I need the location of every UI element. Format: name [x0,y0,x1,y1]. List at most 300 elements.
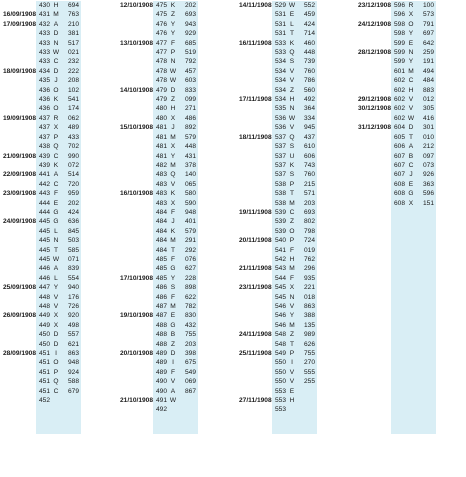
date-cell [2,39,36,48]
number-cell: 478 [153,76,167,85]
number-cell: 484 [153,227,167,236]
value-cell: 202 [179,1,198,10]
table-row [119,123,198,132]
date-cell: 21/10/1908 [120,397,153,405]
date-cell [119,293,153,302]
value-cell: 255 [298,377,317,386]
letter-cell: T [286,340,298,349]
letter-cell: J [50,76,62,85]
value-cell: 830 [179,311,198,320]
date-cell [238,302,272,311]
letter-cell: V [50,293,62,302]
date-cell: 25/09/1908 [3,284,36,292]
table-row [357,302,436,311]
value-cell: 636 [62,217,81,226]
table-row [119,246,198,255]
table-row [119,283,198,292]
table-row [119,227,198,236]
table-row [119,10,198,19]
number-cell: 607 [391,152,405,161]
value-cell: 642 [417,39,436,48]
column-group-november [238,1,317,434]
value-cell [417,274,436,283]
value-cell: 694 [62,1,81,10]
date-cell: 19/09/1908 [3,114,36,122]
number-cell: 489 [153,368,167,377]
number-cell: 548 [272,330,286,339]
number-cell: 534 [272,76,286,85]
value-cell [62,415,81,424]
date-cell: 20/10/1908 [120,350,153,358]
letter-cell: M [286,199,298,208]
table-row [238,114,317,123]
letter-cell: Q [167,170,179,179]
number-cell: 550 [272,358,286,367]
number-cell: 541 [272,246,286,255]
letter-cell [405,405,417,414]
value-cell: 018 [298,293,317,302]
number-cell [391,283,405,292]
date-cell [357,349,391,358]
table-row [119,340,198,349]
letter-cell: Y [405,57,417,66]
date-cell [357,330,391,339]
table-row [119,170,198,179]
date-cell [238,255,272,264]
number-cell: 545 [272,293,286,302]
value-cell [417,208,436,217]
letter-cell [286,424,298,433]
number-cell: 485 [153,264,167,273]
table-row [357,123,436,132]
letter-cell: K [167,189,179,198]
table-row [238,57,317,66]
number-cell: 607 [391,170,405,179]
letter-cell: C [50,180,62,189]
letter-cell: F [286,246,298,255]
value-cell [179,424,198,433]
value-cell: 845 [62,227,81,236]
number-cell: 543 [272,264,286,273]
number-cell: 482 [153,161,167,170]
letter-cell: A [167,387,179,396]
letter-cell: V [286,67,298,76]
number-cell: 545 [272,283,286,292]
date-cell: 12/10/1908 [120,2,153,9]
number-cell: 448 [36,293,50,302]
number-cell: 438 [36,142,50,151]
number-cell [391,293,405,302]
number-cell: 546 [272,302,286,311]
table-row [119,86,198,95]
table-row [119,293,198,302]
table-row [2,283,81,292]
number-cell [391,255,405,264]
number-cell: 483 [153,189,167,198]
value-cell: 432 [179,321,198,330]
value-cell [298,424,317,433]
table-row [119,349,198,358]
letter-cell: M [286,264,298,273]
table-row [119,396,198,405]
date-cell [119,387,153,396]
number-cell: 486 [153,283,167,292]
letter-cell [405,424,417,433]
date-cell [119,161,153,170]
value-cell: 679 [62,387,81,396]
date-cell [119,48,153,57]
number-cell: 602 [391,104,405,113]
table-row [238,133,317,142]
value-cell: 573 [417,10,436,19]
number-cell: 538 [272,189,286,198]
table-row [238,227,317,236]
value-cell: 940 [62,283,81,292]
letter-cell: H [50,1,62,10]
value-cell: 215 [298,180,317,189]
letter-cell: U [286,152,298,161]
value-cell: 378 [179,161,198,170]
date-cell [2,377,36,386]
value-cell: 416 [417,114,436,123]
table-row [119,405,198,414]
table-row [2,246,81,255]
table-row [119,274,198,283]
value-cell [179,415,198,424]
number-cell: 599 [391,39,405,48]
value-cell: 798 [298,227,317,236]
table-row [357,133,436,142]
number-cell: 531 [272,29,286,38]
table-row [119,377,198,386]
table-row [2,396,81,405]
value-cell: 388 [298,311,317,320]
value-cell: 571 [298,189,317,198]
date-cell [2,415,36,424]
letter-cell: V [286,368,298,377]
table-row [119,311,198,320]
letter-cell [405,236,417,245]
table-row [2,405,81,414]
date-cell [238,20,272,29]
value-cell: 210 [62,20,81,29]
date-cell [119,104,153,113]
date-cell [238,10,272,19]
table-row [238,161,317,170]
letter-cell: S [286,57,298,66]
letter-cell [167,424,179,433]
value-cell: 802 [298,217,317,226]
letter-cell: W [50,48,62,57]
table-row [357,29,436,38]
date-cell [238,274,272,283]
letter-cell: G [405,189,417,198]
date-cell [357,67,391,76]
table-row [2,302,81,311]
table-row [119,255,198,264]
letter-cell: D [405,123,417,132]
value-cell: 579 [179,227,198,236]
date-cell [357,76,391,85]
table-row [238,396,317,405]
table-row [2,152,81,161]
date-cell [238,227,272,236]
date-cell [238,180,272,189]
letter-cell: I [286,358,298,367]
value-cell: 560 [298,86,317,95]
date-cell: 18/11/1908 [239,133,272,141]
value-cell: 073 [417,161,436,170]
value-cell: 702 [62,142,81,151]
date-cell [357,255,391,264]
table-row [2,330,81,339]
number-cell [272,415,286,424]
table-row [2,387,81,396]
value-cell: 863 [62,349,81,358]
table-row [119,321,198,330]
letter-cell: J [167,123,179,132]
number-cell: 537 [272,152,286,161]
table-row [357,1,436,10]
value-cell: 743 [298,161,317,170]
table-row [357,227,436,236]
letter-cell: V [50,302,62,311]
number-cell: 608 [391,199,405,208]
letter-cell [405,264,417,273]
number-cell: 451 [36,358,50,367]
number-cell [272,424,286,433]
number-cell: 452 [36,396,50,405]
table-row [357,114,436,123]
table-row [238,293,317,302]
table-row [357,377,436,386]
date-cell [238,387,272,396]
letter-cell: E [167,311,179,320]
date-cell [119,95,153,104]
date-cell [2,29,36,38]
number-cell: 602 [391,86,405,95]
number-cell: 481 [153,123,167,132]
value-cell: 305 [417,104,436,113]
table-row [119,95,198,104]
table-row [119,264,198,273]
letter-cell: N [50,39,62,48]
letter-cell: H [286,396,298,405]
value-cell: 448 [298,48,317,57]
table-row [2,236,81,245]
letter-cell: Z [286,86,298,95]
table-row [357,236,436,245]
number-cell [36,424,50,433]
table-row [119,114,198,123]
table-row [238,377,317,386]
letter-cell: C [405,76,417,85]
date-cell [238,161,272,170]
date-cell [119,283,153,292]
number-cell [391,227,405,236]
column-group-december [357,1,436,434]
number-cell: 480 [153,104,167,113]
value-cell: 010 [417,133,436,142]
number-cell [391,368,405,377]
letter-cell [50,405,62,414]
number-cell: 451 [36,368,50,377]
table-row [357,199,436,208]
value-cell: 270 [298,358,317,367]
value-cell: 555 [298,368,317,377]
table-row [238,39,317,48]
table-row [119,161,198,170]
number-cell: 536 [272,123,286,132]
value-cell: 191 [417,57,436,66]
table-row [119,152,198,161]
value-cell: 494 [417,67,436,76]
date-cell [238,189,272,198]
number-cell: 446 [36,274,50,283]
date-cell [119,29,153,38]
value-cell: 883 [417,86,436,95]
value-cell: 203 [179,340,198,349]
date-cell [238,246,272,255]
value-cell: 924 [62,368,81,377]
letter-cell: S [286,170,298,179]
letter-cell: M [167,302,179,311]
date-cell [2,396,36,405]
value-cell [417,387,436,396]
letter-cell: X [167,199,179,208]
letter-cell: K [167,227,179,236]
number-cell: 433 [36,57,50,66]
number-cell: 484 [153,208,167,217]
number-cell: 432 [36,20,50,29]
letter-cell [405,208,417,217]
table-row [2,340,81,349]
value-cell [62,396,81,405]
letter-cell: J [405,170,417,179]
letter-cell: V [286,302,298,311]
number-cell [391,246,405,255]
letter-cell [405,340,417,349]
number-cell: 475 [153,10,167,19]
date-cell [119,321,153,330]
date-cell [119,340,153,349]
letter-cell: V [286,76,298,85]
date-cell [119,76,153,85]
value-cell: 760 [298,170,317,179]
value-cell: 424 [62,208,81,217]
table-row [357,67,436,76]
number-cell: 480 [153,114,167,123]
letter-cell: Y [167,29,179,38]
table-row [2,227,81,236]
value-cell: 755 [298,349,317,358]
letter-cell: W [286,1,298,10]
value-cell: 100 [417,1,436,10]
letter-cell: F [286,274,298,283]
number-cell: 437 [36,123,50,132]
date-cell [238,67,272,76]
letter-cell [405,377,417,386]
date-cell [357,142,391,151]
letter-cell: A [405,142,417,151]
value-cell: 271 [179,104,198,113]
date-cell [357,114,391,123]
table-row [2,293,81,302]
date-cell: 16/11/1908 [239,39,272,47]
value-cell [179,405,198,414]
number-cell [391,321,405,330]
letter-cell: G [50,217,62,226]
value-cell [417,293,436,302]
number-cell: 596 [391,1,405,10]
value-cell [417,264,436,273]
letter-cell [286,405,298,414]
date-cell [238,104,272,113]
number-cell: 553 [272,396,286,405]
letter-cell: X [50,321,62,330]
table-row [238,217,317,226]
number-cell: 433 [36,48,50,57]
number-cell: 540 [272,236,286,245]
letter-cell: L [50,227,62,236]
letter-cell: W [167,76,179,85]
number-cell: 443 [36,189,50,198]
value-cell [417,236,436,245]
number-cell: 602 [391,76,405,85]
date-cell [357,199,391,208]
value-cell: 675 [179,358,198,367]
letter-cell: D [50,330,62,339]
date-cell: 22/09/1908 [3,171,36,179]
date-cell: 28/12/1908 [358,49,391,57]
value-cell [417,368,436,377]
table-row [238,76,317,85]
date-cell [238,405,272,414]
table-row [2,39,81,48]
value-cell [417,217,436,226]
date-cell: 25/11/1908 [239,350,272,358]
letter-cell: O [50,104,62,113]
table-row [357,255,436,264]
value-cell: 398 [179,349,198,358]
letter-cell: K [286,161,298,170]
table-row [119,330,198,339]
date-cell [238,321,272,330]
letter-cell [405,246,417,255]
number-cell: 484 [153,217,167,226]
date-cell: 24/11/1908 [239,331,272,339]
number-cell: 534 [272,67,286,76]
date-cell [357,387,391,396]
date-cell [357,368,391,377]
table-row [357,217,436,226]
letter-cell [405,283,417,292]
table-row [2,358,81,367]
letter-cell: I [50,349,62,358]
letter-cell: W [286,114,298,123]
table-row [238,67,317,76]
value-cell: 062 [62,114,81,123]
date-cell [119,415,153,424]
date-cell [238,293,272,302]
value-cell: 585 [62,246,81,255]
number-cell: 483 [153,170,167,179]
number-cell: 553 [272,405,286,414]
date-cell [357,396,391,405]
letter-cell: O [405,20,417,29]
table-row [2,170,81,179]
letter-cell: O [286,227,298,236]
